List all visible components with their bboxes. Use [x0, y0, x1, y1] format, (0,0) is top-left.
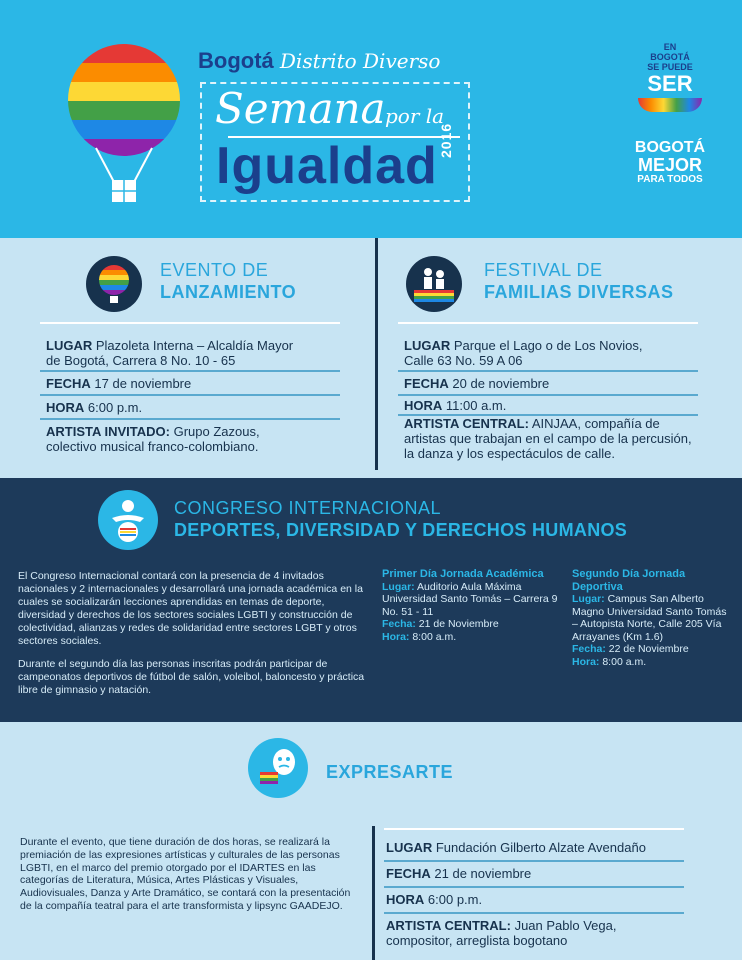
value: Juan Pablo Vega, — [514, 918, 617, 933]
day-title: Primer Día Jornada Académica — [382, 568, 544, 580]
festival-lugar — [404, 338, 714, 368]
value: 22 de Noviembre — [608, 643, 689, 655]
divider — [40, 322, 340, 324]
value: 8:00 a.m. — [602, 655, 647, 668]
rainbow-balloon-icon — [66, 44, 182, 204]
congreso-title-1: CONGRESO INTERNACIONAL — [174, 498, 442, 518]
logo-line: BOGOTÁ — [634, 139, 706, 156]
congreso-paragraph-1: El Congreso Internacional contará con la presencia de 4 invitados nacionales y 2 internacionales y desarrollará una jornada académica en la cuales se socializarán lecciones aprendidas en temas de deporte, diversidad y derechos de los sectores sociales LGBTI y construcción de colectividad, alianzas y redes de solidaridad entre sectores LGBT y otros sectores sociales. — [18, 570, 363, 647]
divider — [384, 860, 684, 862]
label: Hora: — [382, 630, 410, 643]
logo-line: PARA TODOS — [637, 174, 703, 185]
value: 6:00 p.m. — [427, 892, 483, 907]
festival-artista — [404, 416, 734, 461]
logo-line: SE PUEDE — [647, 62, 693, 72]
sports-icon — [98, 490, 158, 550]
value: colectivo musical franco-colombiano. — [46, 439, 259, 454]
value: compositor, arreglista bogotano — [386, 933, 568, 948]
logo-line: MEJOR — [637, 155, 702, 175]
expresarte-hora — [386, 892, 686, 907]
title-year: 2016 — [438, 122, 454, 158]
festival-title-1: FESTIVAL DE — [484, 260, 603, 280]
brand-bold: Bogotá — [198, 48, 274, 73]
value: Fundación Gilberto Alzate Avendaño — [435, 840, 646, 855]
value: Campus San Alberto Magno Universidad Santo Tomás – Autopista Norte, Calle 205 Vía Arrayanes (Km 1.6) — [572, 593, 727, 643]
label: FECHA — [46, 376, 91, 391]
logo-line: EN — [663, 42, 677, 52]
value: 11:00 a.m. — [445, 398, 507, 413]
label: ARTISTA INVITADO: — [46, 424, 170, 439]
column-divider — [375, 238, 378, 470]
value: de Bogotá, Carrera 8 No. 10 - 65 — [46, 353, 236, 368]
value: Calle 63 No. 59 A 06 — [404, 353, 523, 368]
evento-title-2: LANZAMIENTO — [160, 282, 297, 302]
value: Auditorio Aula Máxima Universidad Santo Tomás – Carrera 9 No. 51 - 11 — [382, 580, 558, 618]
events-section — [0, 238, 742, 478]
divider — [398, 322, 698, 324]
divider — [40, 370, 340, 372]
expresarte-fecha — [386, 866, 686, 881]
divider — [384, 886, 684, 888]
title-por-la: por la — [385, 104, 445, 128]
day-title: Segundo Día Jornada Deportiva — [572, 568, 686, 593]
value: la danza y los espectáculos de calle. — [404, 446, 616, 461]
divider — [398, 394, 698, 396]
value: Plazoleta Interna – Alcaldía Mayor — [95, 338, 294, 353]
label: HORA — [386, 892, 425, 907]
value: Grupo Zazous, — [173, 424, 260, 439]
label: Lugar: — [572, 593, 605, 605]
logo-line: SER — [647, 71, 693, 96]
evento-fecha — [46, 376, 346, 391]
rainbow-arc-icon — [638, 98, 702, 112]
expresarte-section — [0, 722, 742, 960]
evento-hora — [46, 400, 346, 415]
divider — [384, 828, 684, 830]
brand-script: Distrito Diverso — [279, 49, 441, 73]
festival-fecha — [404, 376, 704, 391]
brand-title — [198, 48, 440, 74]
title-igualdad: Igualdad — [216, 137, 438, 195]
value: artistas que trabajan en el campo de la percusión, — [404, 431, 692, 446]
value: AINJAA, compañía de — [531, 416, 660, 431]
value: 8:00 a.m. — [412, 630, 457, 643]
balloon-icon — [86, 256, 142, 312]
evento-artista — [46, 424, 356, 454]
header — [0, 0, 742, 238]
label: LUGAR — [386, 840, 433, 855]
label: ARTISTA CENTRAL: — [386, 918, 511, 933]
label: Hora: — [572, 655, 600, 668]
congreso-paragraph-2: Durante el segundo día las personas inscritas podrán participar de campeonatos deportivos de fútbol de salón, voleibol, baloncesto y práctica libre de gimnasio y natación. — [18, 658, 365, 696]
congreso-day-2 — [572, 568, 732, 668]
label: LUGAR — [404, 338, 451, 353]
value: 21 de Noviembre — [418, 618, 499, 630]
congreso-title-2: DEPORTES, DIVERSIDAD Y DERECHOS HUMANOS — [174, 520, 628, 540]
value: Parque el Lago o de Los Novios, — [453, 338, 643, 353]
label: FECHA — [404, 376, 449, 391]
expresarte-title: EXPRESARTE — [326, 762, 454, 782]
expresarte-paragraph: Durante el evento, que tiene duración de dos horas, se realizará la premiación de las expresiones artísticas y culturales de las personas LGBTI, en el marco del premio otorgado por el IDARTES en las categorías de Literatura, Música, Artes Plásticas y Visuales, Audiovisuales, Danza y Arte Dramático, se contará con la presentación de la compañía teatral para el arte transformista y lipsync GAADEJO. — [20, 836, 351, 912]
value: 6:00 p.m. — [87, 400, 143, 415]
value: 20 de noviembre — [452, 376, 550, 391]
expresarte-artista — [386, 918, 726, 948]
festival-hora — [404, 398, 704, 413]
logo-en-bogota — [630, 42, 710, 112]
divider — [398, 370, 698, 372]
label: LUGAR — [46, 338, 93, 353]
festival-title-2: FAMILIAS DIVERSAS — [484, 282, 674, 302]
logo-bogota-mejor — [620, 140, 720, 186]
divider — [40, 418, 340, 420]
evento-lugar — [46, 338, 346, 368]
logo-line: BOGOTÁ — [650, 52, 690, 62]
theater-masks-icon — [248, 738, 308, 798]
evento-title-1: EVENTO DE — [160, 260, 269, 280]
label: Lugar: — [382, 580, 415, 593]
family-icon — [406, 256, 462, 312]
expresarte-lugar — [386, 840, 726, 855]
label: HORA — [46, 400, 85, 415]
column-divider — [372, 826, 375, 960]
value: 21 de noviembre — [434, 866, 532, 881]
title-semana: Semana — [215, 84, 386, 133]
label: FECHA — [386, 866, 431, 881]
divider — [384, 912, 684, 914]
congreso-section — [0, 478, 742, 722]
congreso-day-1 — [382, 568, 560, 643]
value: 17 de noviembre — [94, 376, 192, 391]
label: ARTISTA CENTRAL: — [404, 416, 529, 431]
label: HORA — [404, 398, 443, 413]
label: Fecha: — [382, 618, 416, 630]
label: Fecha: — [572, 643, 606, 655]
divider — [40, 394, 340, 396]
